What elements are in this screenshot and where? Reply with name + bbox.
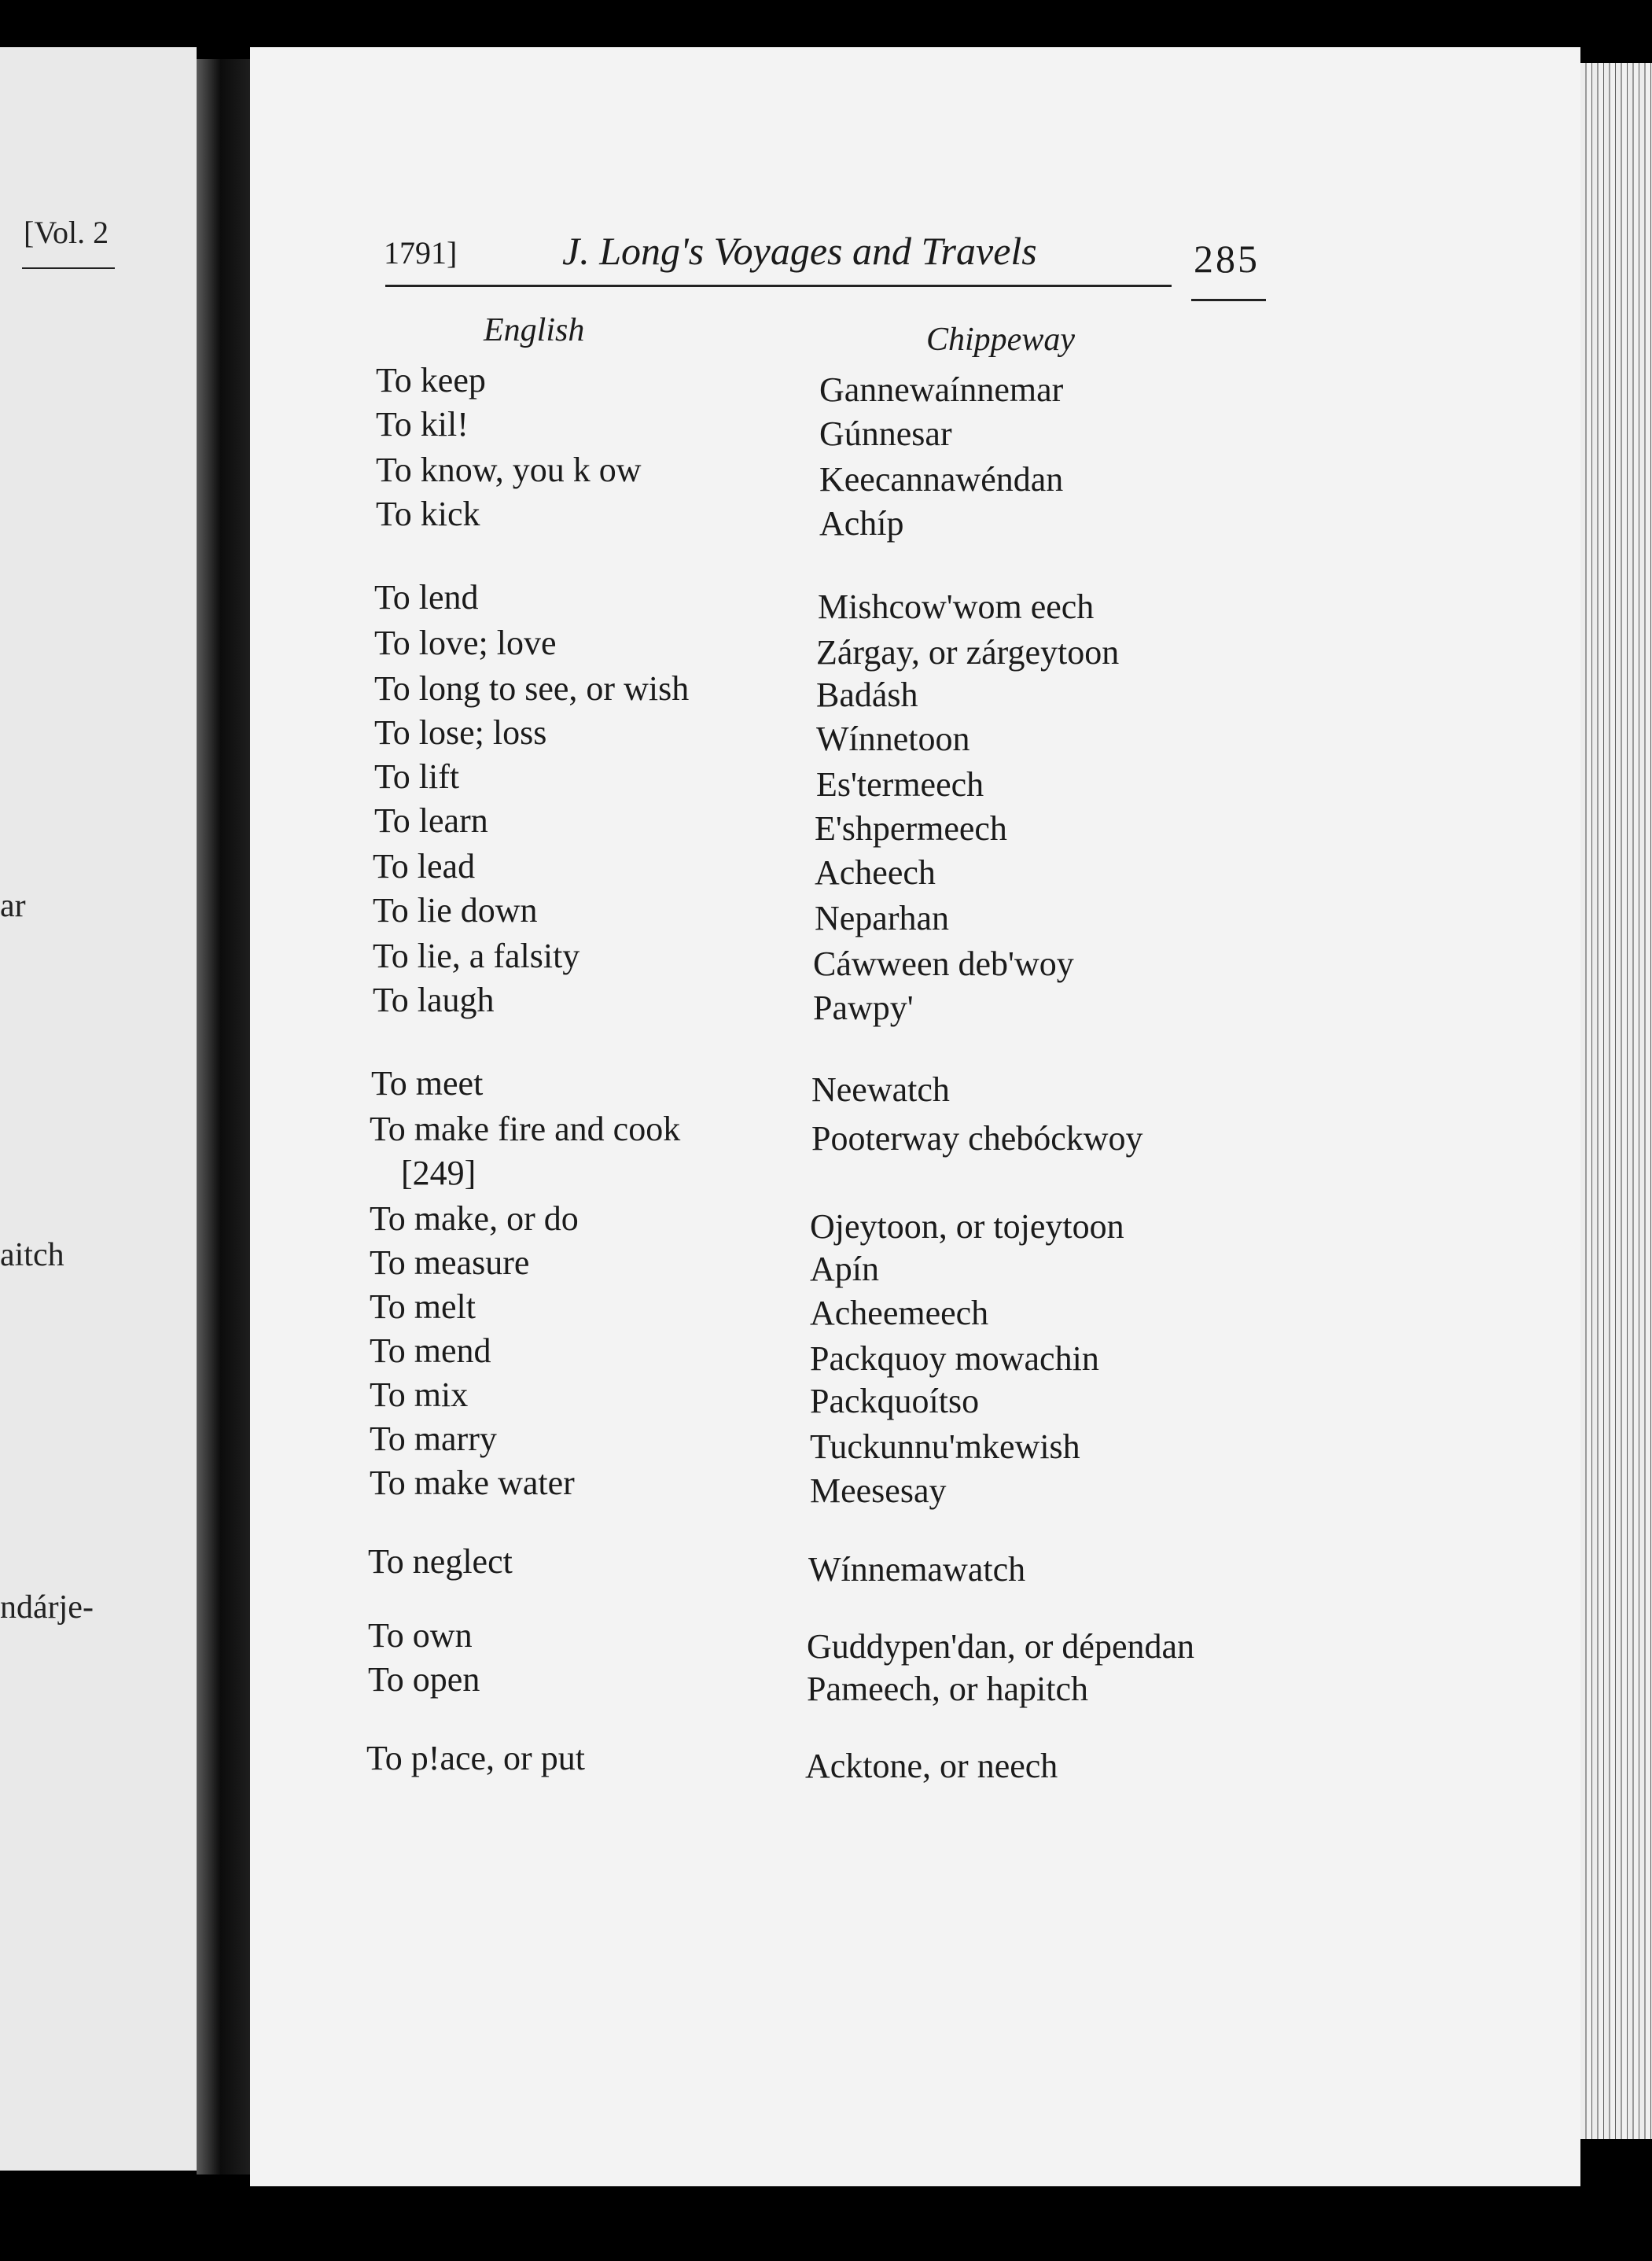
english-term: To keep xyxy=(376,361,486,400)
english-term: To learn xyxy=(374,801,488,840)
english-term: To melt xyxy=(370,1287,476,1326)
chippeway-term: Tuckunnu'mkewish xyxy=(810,1427,1080,1466)
page-number-rule xyxy=(1191,299,1266,301)
chippeway-term: Keecannawéndan xyxy=(819,460,1064,499)
column-heading-english: English xyxy=(484,312,585,348)
left-vol-label: [Vol. 2 xyxy=(24,215,109,250)
book-gutter xyxy=(197,59,250,2174)
header-title: J. Long's Voyages and Travels xyxy=(562,229,1037,273)
english-term: To lie, a falsity xyxy=(373,937,580,975)
page-number: 285 xyxy=(1194,237,1260,281)
english-term: To own xyxy=(368,1616,473,1655)
english-term: To kick xyxy=(376,495,480,533)
left-header-rule xyxy=(22,267,115,269)
chippeway-term: Es'termeech xyxy=(816,765,984,804)
chippeway-term: Meesesay xyxy=(810,1471,947,1510)
english-term: To long to see, or wish xyxy=(374,669,690,708)
english-term: To laugh xyxy=(373,981,495,1019)
english-term: To lead xyxy=(373,847,476,886)
column-heading-chippeway: Chippeway xyxy=(926,322,1075,358)
chippeway-term: Acheech xyxy=(815,853,936,892)
chippeway-term: Apín xyxy=(810,1250,879,1288)
chippeway-term: Acheemeech xyxy=(810,1294,989,1332)
english-term: To measure xyxy=(370,1243,530,1282)
english-term: To love; love xyxy=(374,624,557,662)
english-term: To neglect xyxy=(368,1542,513,1581)
chippeway-term: Wínnetoon xyxy=(816,720,970,758)
english-term: To open xyxy=(368,1660,480,1699)
chippeway-term: Acktone, or neech xyxy=(805,1747,1058,1785)
chippeway-term: Cáwween deb'woy xyxy=(813,945,1074,983)
chippeway-term: Neewatch xyxy=(811,1070,950,1109)
chippeway-term: Pawpy' xyxy=(813,989,914,1027)
english-term: To kil! xyxy=(376,405,469,444)
left-fragment-2: aitch xyxy=(0,1237,64,1273)
chippeway-term: Pooterway chebóckwoy xyxy=(811,1119,1143,1158)
chippeway-term: Guddypen'dan, or dépendan xyxy=(807,1627,1195,1666)
chippeway-term: Gúnnesar xyxy=(819,414,952,453)
left-page xyxy=(0,47,197,2171)
left-fragment-3: ndárje- xyxy=(0,1589,94,1626)
chippeway-term: Zárgay, or zárgeytoon xyxy=(816,633,1120,672)
english-term: To mend xyxy=(370,1331,491,1370)
chippeway-term: E'shpermeech xyxy=(815,809,1007,848)
chippeway-term: Wínnemawatch xyxy=(808,1550,1026,1589)
english-term: To make water xyxy=(370,1464,575,1502)
english-term: To make fire and cook xyxy=(370,1110,681,1148)
english-term: To lend xyxy=(374,578,479,617)
chippeway-term: Mishcow'wom eech xyxy=(818,587,1095,626)
chippeway-term: Badásh xyxy=(816,676,918,714)
english-term: To make, or do xyxy=(370,1199,579,1238)
chippeway-term: Gannewaínnemar xyxy=(819,370,1064,409)
english-term: To know, you k ow xyxy=(376,451,642,489)
chippeway-term: Neparhan xyxy=(815,899,950,937)
english-term: To marry xyxy=(370,1420,497,1458)
left-fragment-1: ar xyxy=(0,888,26,924)
english-term: To lift xyxy=(374,757,460,796)
chippeway-term: Pameech, or hapitch xyxy=(807,1670,1088,1708)
english-term: To lose; loss xyxy=(374,713,547,752)
english-term: To meet xyxy=(371,1064,484,1103)
chippeway-term: Ojeytoon, or tojeytoon xyxy=(810,1207,1124,1246)
header-year: 1791] xyxy=(384,235,458,271)
page-marker: [249] xyxy=(401,1154,476,1192)
chippeway-term: Achíp xyxy=(819,504,904,543)
english-term: To lie down xyxy=(373,891,538,930)
header-rule xyxy=(385,285,1172,287)
page-edges xyxy=(1580,63,1652,2139)
chippeway-term: Packquoy mowachin xyxy=(810,1339,1099,1378)
english-term: To mix xyxy=(370,1375,469,1414)
english-term: To p!ace, or put xyxy=(366,1739,585,1777)
chippeway-term: Packquoítso xyxy=(810,1382,980,1420)
